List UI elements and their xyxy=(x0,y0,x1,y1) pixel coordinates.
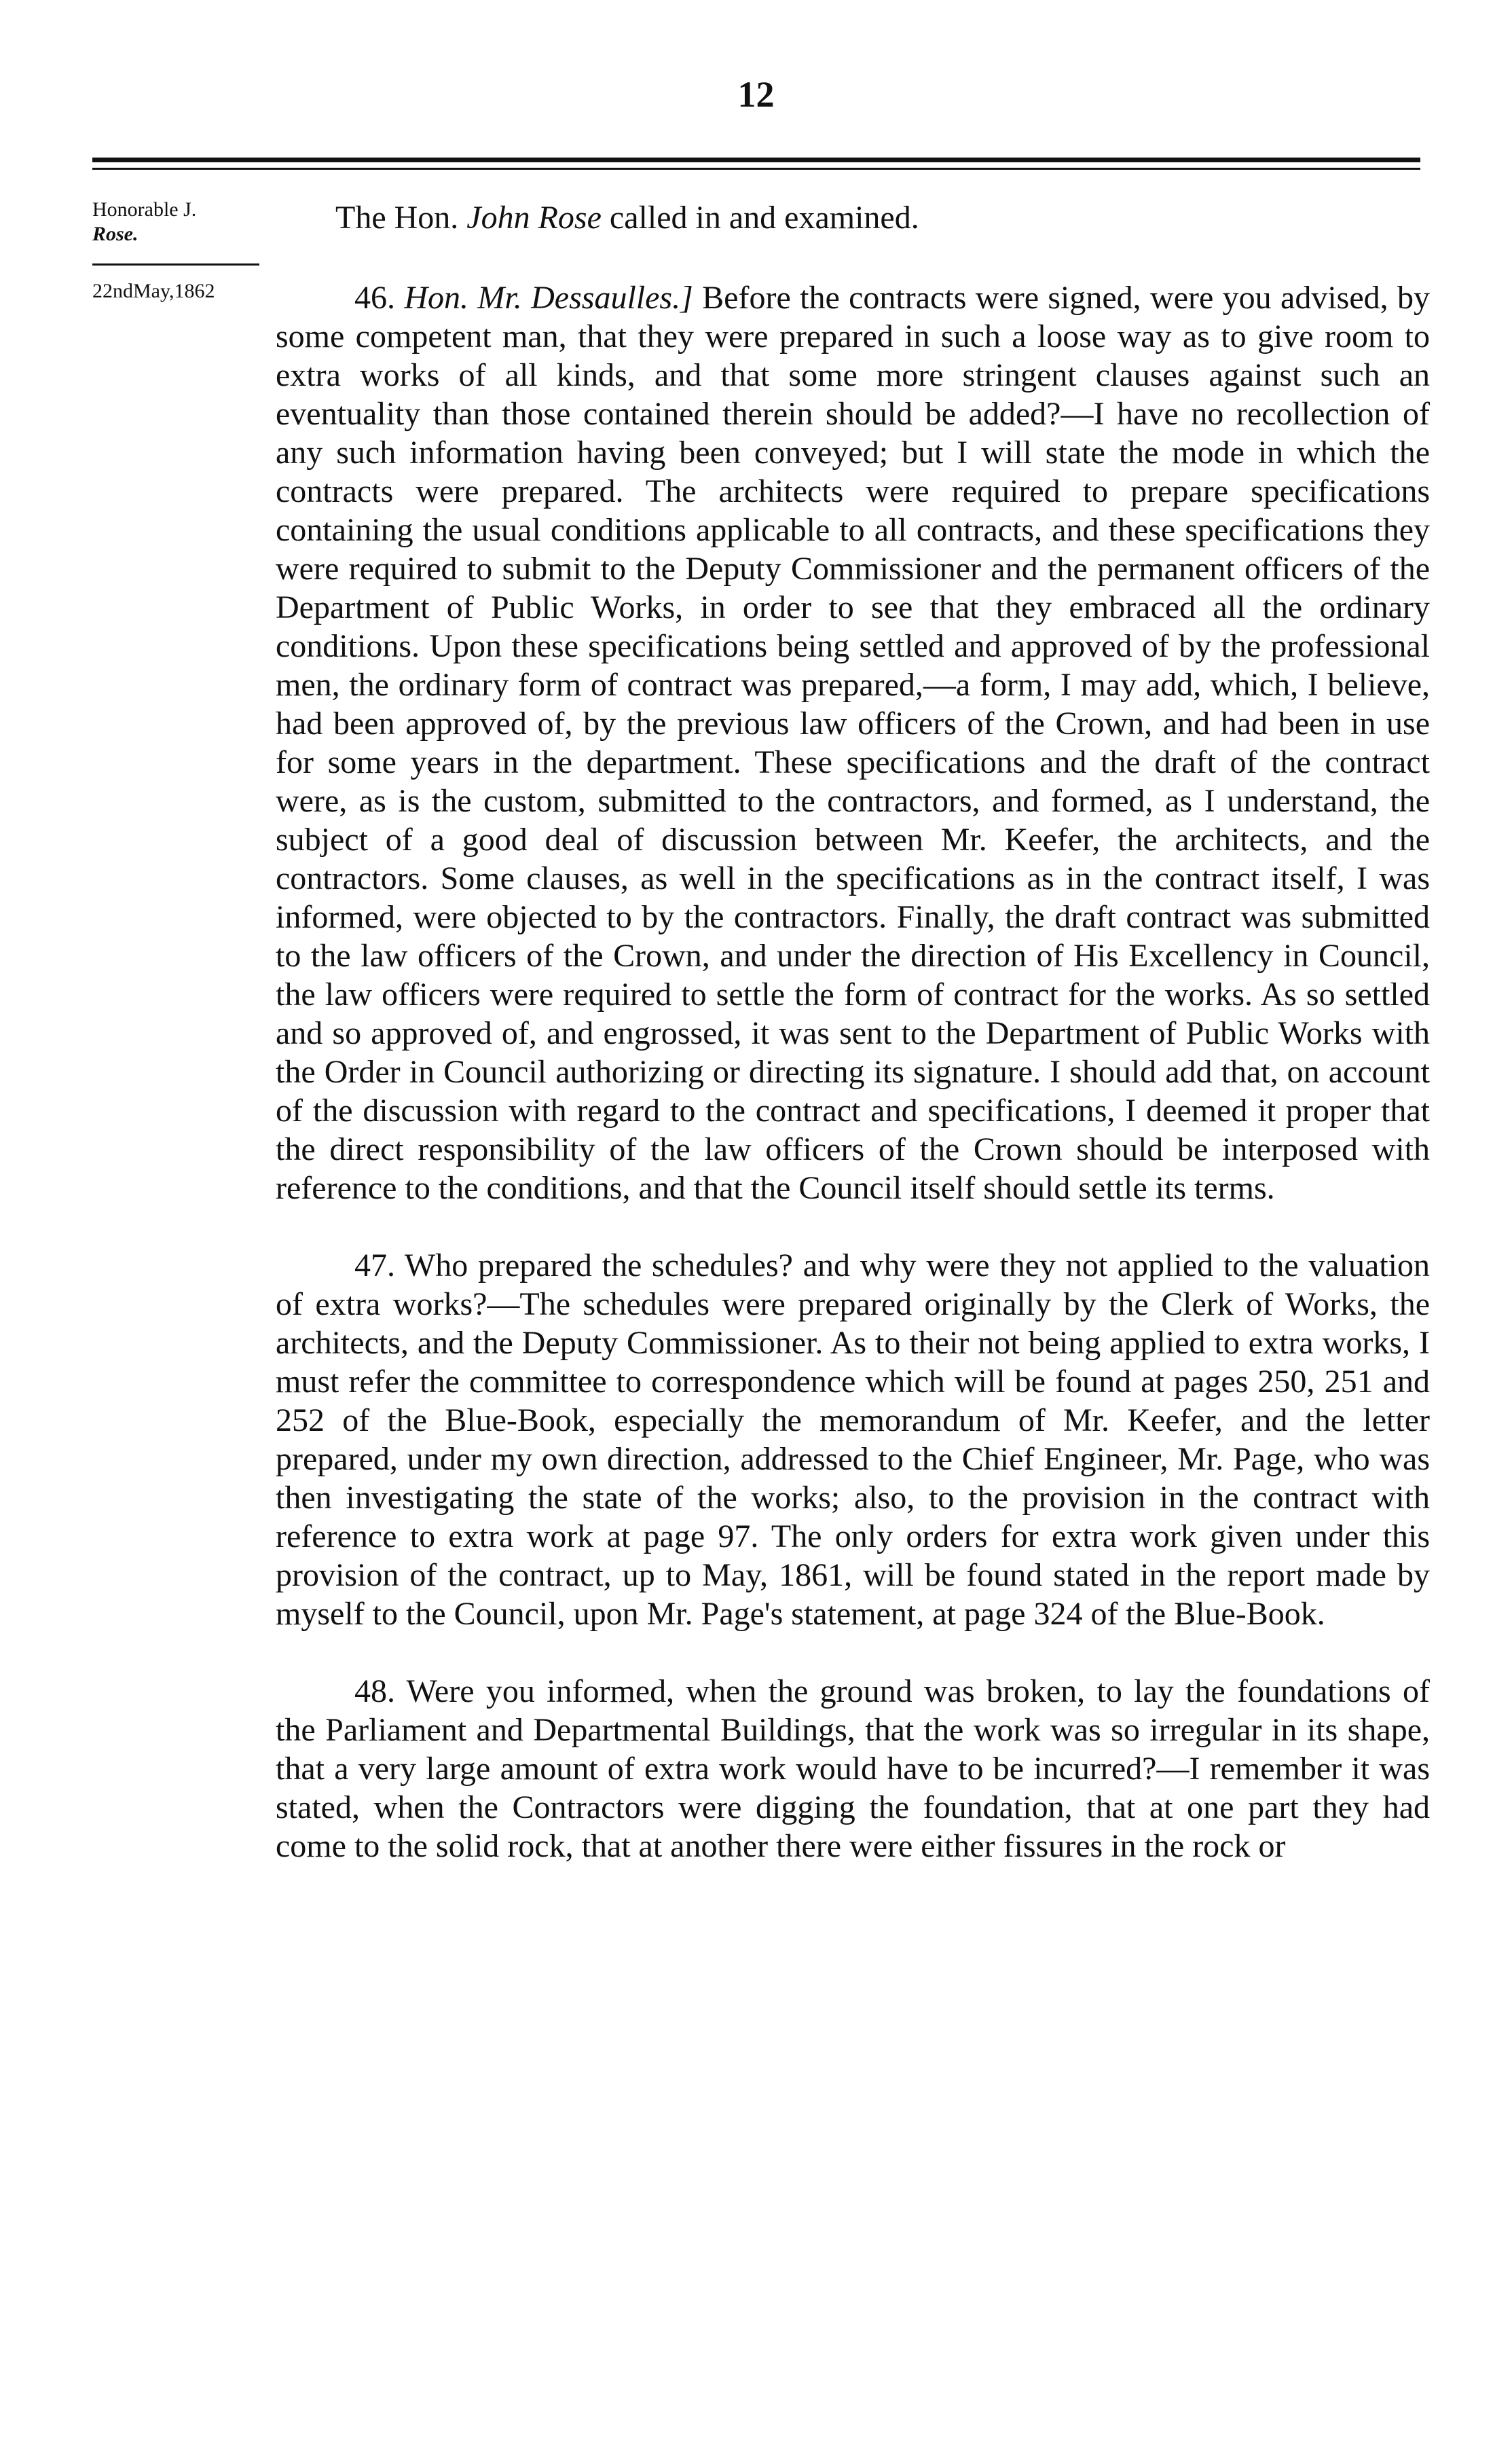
question-number: 48. xyxy=(354,1673,395,1709)
intro-prefix: The Hon. xyxy=(335,200,467,236)
margin-note-name-line2: Rose. xyxy=(92,223,139,245)
question-speaker: Hon. Mr. Dessaulles.] xyxy=(404,280,693,316)
question-47 xyxy=(276,1246,1430,1633)
examination-intro xyxy=(335,198,919,238)
testimony-body xyxy=(276,278,1430,1904)
header-rule-thin xyxy=(92,168,1420,170)
question-48 xyxy=(276,1672,1430,1865)
margin-note-date: 22ndMay,1862 xyxy=(92,280,215,302)
page-number: 12 xyxy=(737,74,775,115)
question-text: Before the contracts were signed, were you advised, by some competent man, that they were prepared in such a loose way as to give room to extra works of all kinds, and that some more stringent clauses against such an eventuality than those contained therein should be added?—I have no recollection of any such information having been conveyed; but I will state the mode in which the contracts were prepared. The architects were required to prepare specifications containing the usual conditions applicable to all contracts, and these specifications they were required to submit to the Deputy Commissioner and the permanent officers of the Department of Public Works, in order to see that they embraced all the ordinary conditions. Upon these specifications being settled and approved of by the professional men, the ordinary form of contract was prepared,—a form, I may add, which, I believe, had been approved of, by the previous law officers of the Crown, and had been in use for some years in the department. These specifications and the draft of the contract were, as is the custom, submitted to the contractors, and formed, as I understand, the subject of a good deal of discussion between Mr. Keefer, the architects, and the contractors. Some clauses, as well in the specifications as in the contract itself, I was informed, were objected to by the contractors. Finally, the draft contract was submitted to the law officers of the Crown, and under the direction of His Excellency in Council, the law officers were required to settle the form of contract for the works. As so settled and so approved of, and engrossed, it was sent to the Department of Public Works with the Order in Council authorizing or directing its signature. I should add that, on account of the discussion with regard to the contract and specifications, I deemed it proper that the direct responsibility of the law officers of the Crown should be interposed with reference to the conditions, and that the Council itself should settle its terms. xyxy=(276,280,1431,1206)
question-46 xyxy=(276,278,1430,1207)
margin-note-name-line1: Honorable J. xyxy=(92,198,197,221)
intro-suffix: called in and examined. xyxy=(601,200,919,236)
header-rule-thick xyxy=(92,158,1420,162)
margin-note-divider xyxy=(92,263,259,266)
question-text: Were you informed, when the ground was broken, to lay the foundations of the Parliament and Departmental Buildings, that the work was so irregular in its shape, that a very large amount of extra work would have to be incurred?—I remember it was stated, when the Contractors were digging the foundation, that at one part they had come to the solid rock, that at another there were either fissures in the rock or xyxy=(276,1673,1430,1864)
question-number: 47. xyxy=(354,1247,395,1283)
question-text: Who prepared the schedules? and why were they not applied to the valuation of extra works?—The schedules were prepared originally by the Clerk of Works, the architects, and the Deputy Commissioner. As to their not being applied to extra works, I must refer the committee to correspondence which will be found at pages 250, 251 and 252 of the Blue-Book, especially the memorandum of Mr. Keefer, and the letter prepared, under my own direction, addressed to the Chief Engineer, Mr. Page, who was then investigating the state of the works; also, to the provision in the contract with reference to extra work at page 97. The only orders for extra work given under this provision of the contract, up to May, 1861, will be found stated in the report made by myself to the Council, upon Mr. Page's statement, at page 324 of the Blue-Book. xyxy=(276,1247,1430,1632)
intro-witness-name: John Rose xyxy=(466,200,602,236)
question-number: 46. xyxy=(354,280,395,316)
margin-note-witness xyxy=(92,198,289,247)
